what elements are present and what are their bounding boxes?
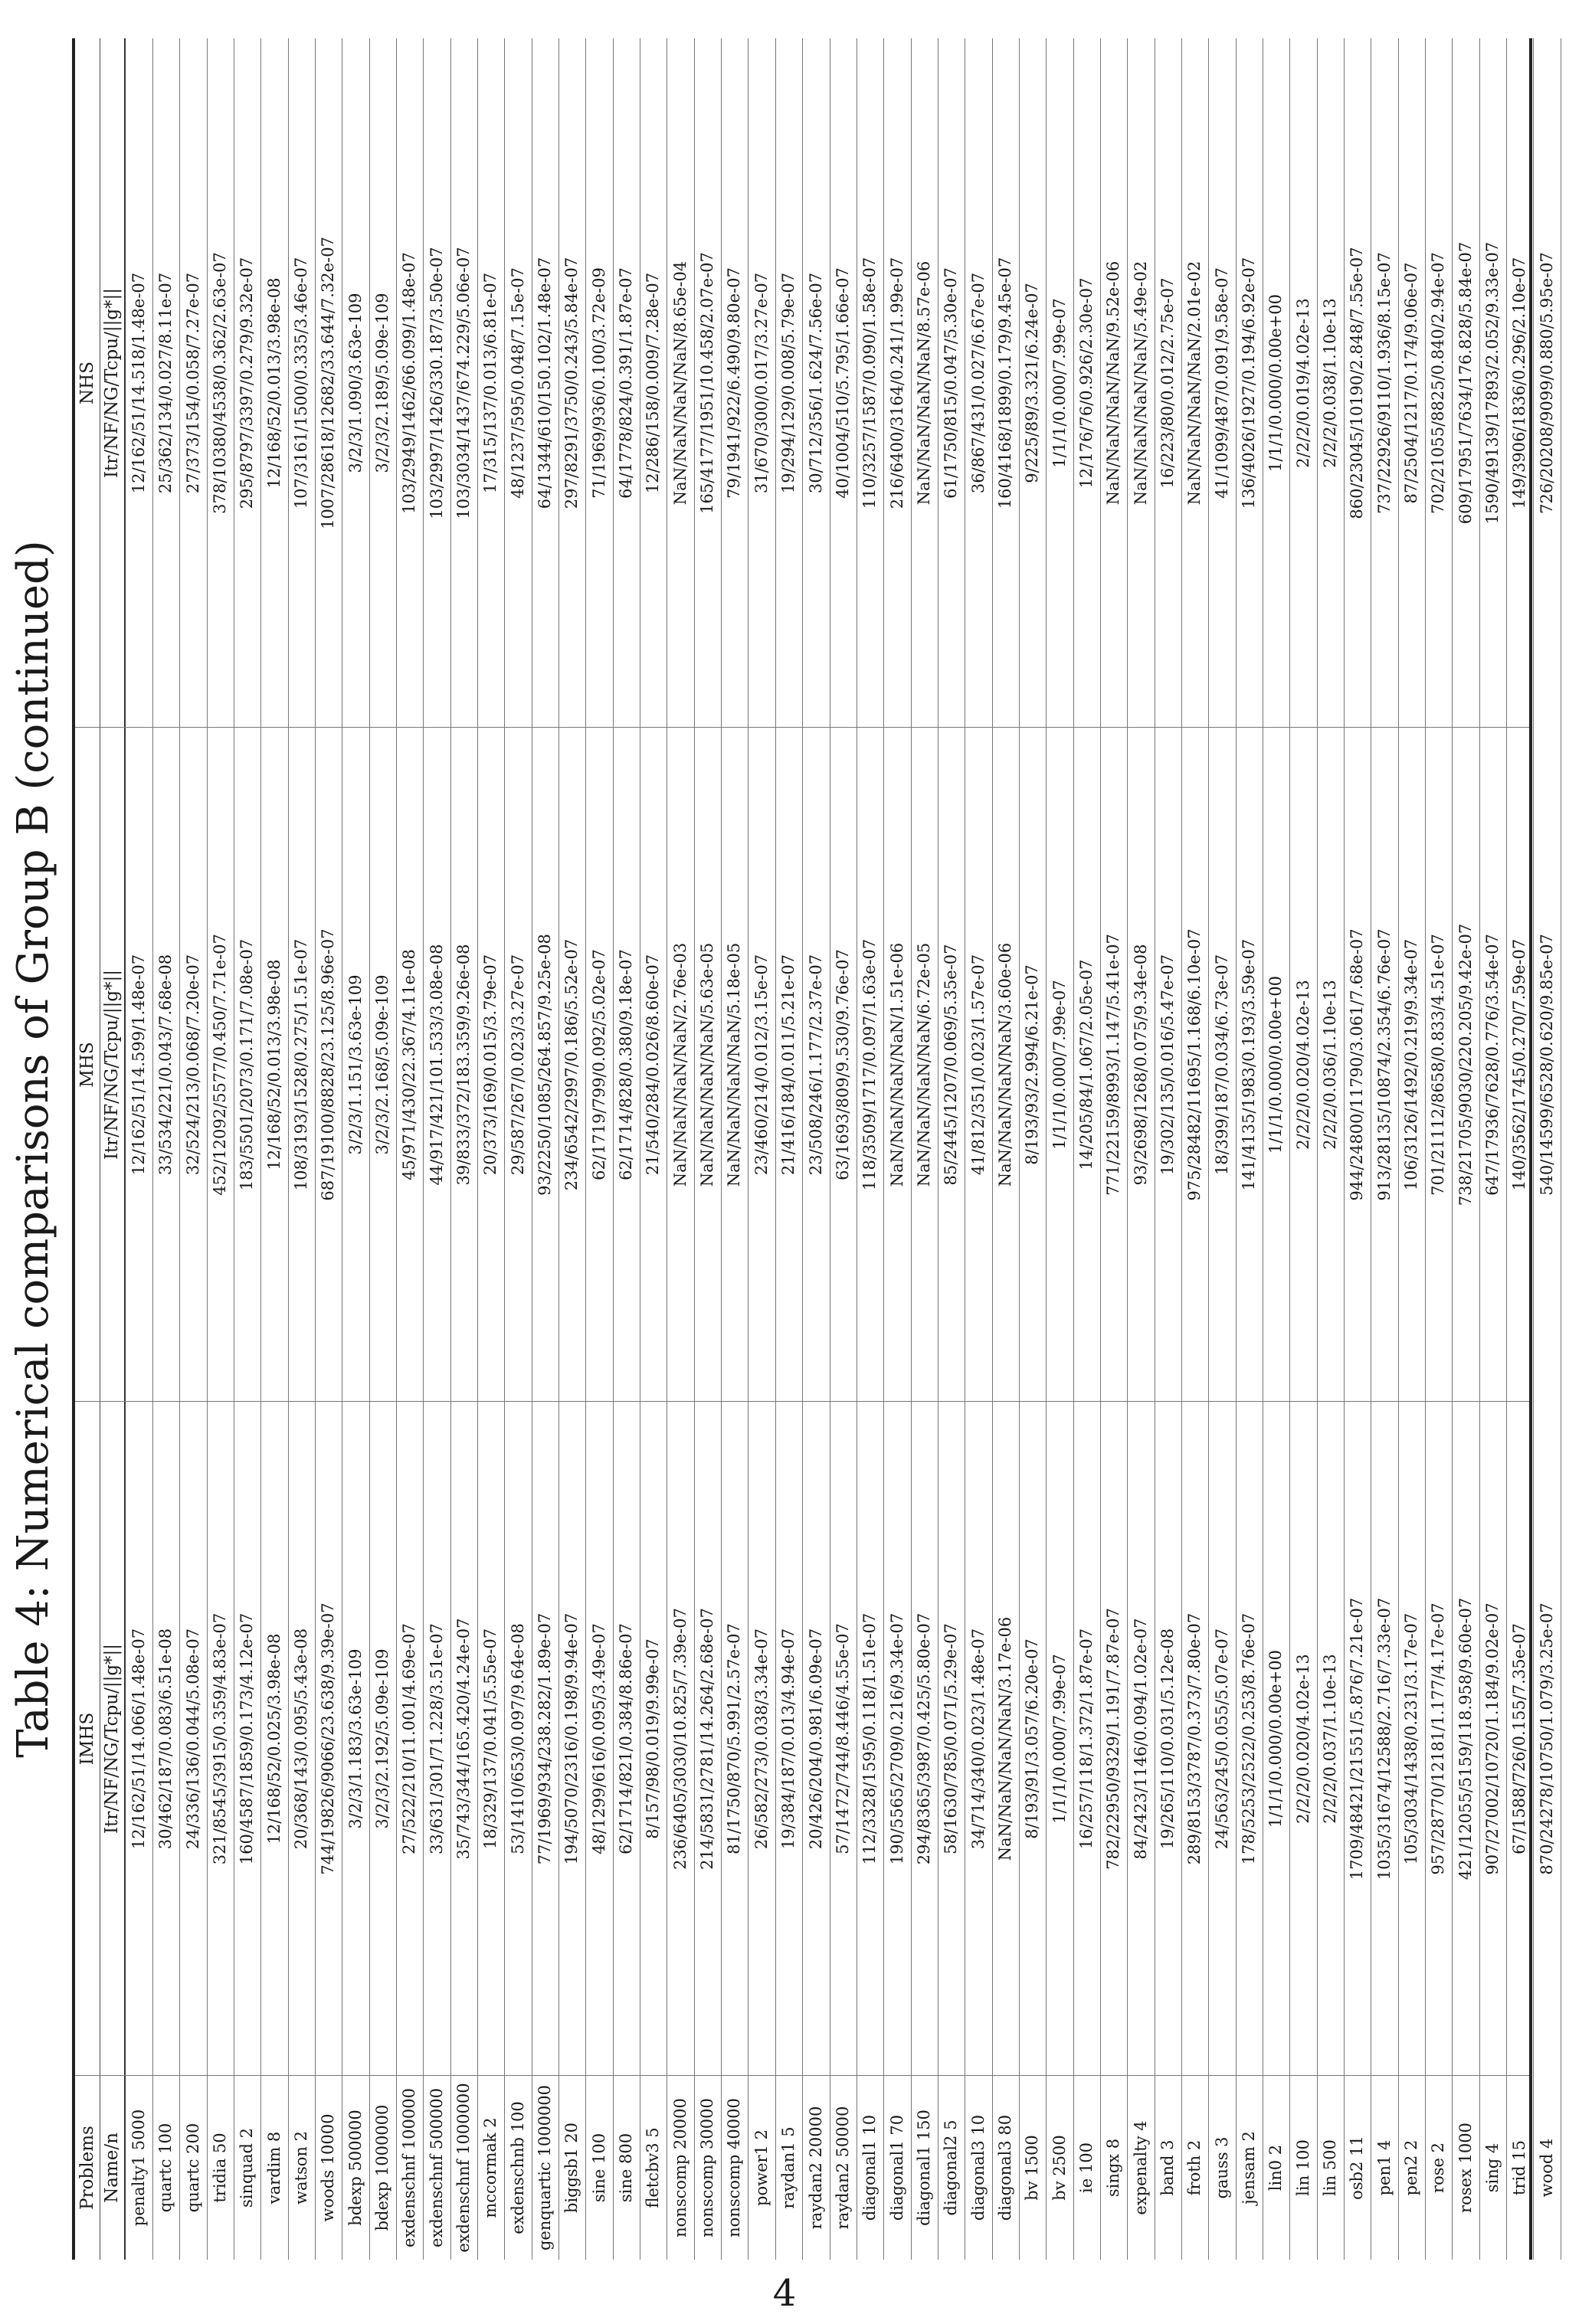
- mhs-result: 2/2/2/0.036/1.10e-13: [1320, 980, 1339, 1150]
- imhs-result: 53/1410/653/0.097/9.64e-08: [508, 1623, 527, 1854]
- imhs-result: 321/8545/3915/0.359/4.83e-07: [211, 1612, 230, 1865]
- column-divider: [75, 2075, 1529, 2076]
- mhs-result: 18/399/187/0.034/6.73e-07: [1212, 954, 1231, 1176]
- imhs-result: 18/329/137/0.041/5.55e-07: [481, 1628, 500, 1850]
- imhs-result: 2/2/2/0.020/4.02e-13: [1293, 1654, 1312, 1824]
- nhs-result: 103/3034/1437/674.229/5.06e-07: [454, 247, 473, 519]
- problem-name: diagonal1 10: [860, 2114, 879, 2221]
- mhs-result: 21/540/284/0.026/8.60e-07: [644, 954, 663, 1176]
- problem-name: biggsb1 20: [562, 2122, 581, 2214]
- table-row: [694, 38, 722, 2260]
- table-row: [234, 38, 261, 2260]
- nhs-result: 1/1/1/0.000/7.99e-07: [1050, 298, 1069, 468]
- mhs-result: 647/17936/7628/0.776/3.54e-07: [1483, 934, 1502, 1196]
- mhs-result: 23/508/246/1.177/2.37e-07: [806, 954, 825, 1176]
- imhs-result: 105/3034/1438/0.231/3.17e-07: [1401, 1612, 1420, 1865]
- column-divider: [75, 1401, 1529, 1402]
- problem-name: quartc 100: [156, 2123, 175, 2213]
- mhs-result: 738/21705/9030/220.205/9.42e-07: [1456, 923, 1475, 1206]
- group-header-row: [75, 38, 100, 2260]
- column-header-row: [100, 38, 124, 2260]
- nhs-result: 19/294/129/0.008/5.79e-07: [779, 272, 798, 494]
- rotated-table-page: [8, 38, 1556, 2260]
- table-row: [992, 38, 1020, 2260]
- table-row: [1181, 38, 1209, 2260]
- table-row: [477, 38, 505, 2260]
- imhs-result: 27/522/210/11.001/4.69e-07: [400, 1623, 419, 1854]
- problem-name: lin 100: [1293, 2139, 1312, 2196]
- mhs-result: 21/416/184/0.011/5.21e-07: [779, 954, 798, 1176]
- group-header-mhs: MHS: [77, 1042, 97, 1088]
- nhs-result: 16/223/80/0.012/2.75e-07: [1158, 277, 1177, 489]
- imhs-result: 870/24278/10750/1.079/3.25e-07: [1537, 1602, 1556, 1875]
- imhs-result: 24/563/245/0.055/5.07e-07: [1212, 1628, 1231, 1850]
- nhs-result: 110/3257/1587/0.090/1.58e-07: [860, 257, 879, 509]
- imhs-result: 112/3328/1595/0.118/1.51e-07: [860, 1612, 879, 1865]
- table-row: [558, 38, 586, 2260]
- problem-name: diagonal1 70: [887, 2114, 906, 2221]
- table-row: [613, 38, 640, 2260]
- mhs-result: 19/302/135/0.016/5.47e-07: [1158, 954, 1177, 1176]
- mhs-result: 62/1714/828/0.380/9.18e-07: [617, 949, 636, 1180]
- imhs-result: 236/6405/3030/10.825/7.39e-07: [670, 1608, 690, 1870]
- problem-name: diagonal3 80: [995, 2114, 1014, 2221]
- imhs-result: 58/1630/785/0.071/5.29e-07: [942, 1623, 961, 1854]
- mhs-result: 44/917/421/101.533/3.08e-08: [427, 944, 446, 1186]
- table-row: [667, 38, 695, 2260]
- results-table: [72, 38, 1556, 2260]
- table-row: [721, 38, 748, 2260]
- nhs-result: 107/3161/1500/0.335/3.46e-07: [292, 257, 311, 509]
- mhs-result: NaN/NaN/NaN/NaN/6.72e-05: [914, 942, 933, 1187]
- nhs-result: 297/8291/3750/0.243/5.84e-07: [562, 257, 581, 509]
- problem-name: trid 15: [1510, 2139, 1529, 2196]
- mhs-result: NaN/NaN/NaN/NaN/2.76e-03: [670, 942, 690, 1187]
- problem-name: raydan1 5: [779, 2126, 798, 2209]
- problem-name: bdexp 1000000: [373, 2104, 392, 2231]
- nhs-result: 103/2949/1462/66.099/1.48e-07: [400, 252, 419, 514]
- mhs-result: 141/4135/1983/0.193/3.59e-07: [1239, 938, 1258, 1191]
- problem-name: diagonal2 5: [942, 2119, 961, 2216]
- column-header-name: Name/n: [102, 2133, 122, 2203]
- mhs-result: 63/1693/809/9.530/9.76e-07: [833, 949, 852, 1180]
- imhs-result: 294/8365/3987/0.425/5.80e-07: [914, 1612, 933, 1865]
- table-row: [1534, 38, 1561, 2260]
- nhs-result: NaN/NaN/NaN/NaN/5.49e-02: [1131, 260, 1150, 506]
- problem-name: froth 2: [1185, 2139, 1204, 2196]
- imhs-result: 19/384/187/0.013/4.94e-07: [779, 1628, 798, 1850]
- problem-name: woods 10000: [319, 2113, 338, 2222]
- nhs-result: 12/286/158/0.009/7.28e-07: [644, 272, 663, 494]
- problem-name: penalty1 5000: [129, 2109, 148, 2227]
- mhs-result: 701/21112/8658/0.833/4.51e-07: [1429, 934, 1448, 1196]
- problem-name: raydan2 50000: [833, 2106, 852, 2230]
- imhs-result: 3/2/3/1.183/3.63e-109: [346, 1648, 365, 1829]
- table-row: [126, 38, 153, 2260]
- nhs-result: NaN/NaN/NaN/NaN/8.65e-04: [670, 260, 690, 506]
- table-row: [775, 38, 803, 2260]
- table-row: [1019, 38, 1047, 2260]
- table-row: [884, 38, 912, 2260]
- imhs-result: 8/193/91/3.057/6.20e-07: [1023, 1638, 1042, 1839]
- mhs-result: 23/460/214/0.012/3.15e-07: [752, 954, 771, 1176]
- imhs-result: 24/336/136/0.044/5.08e-07: [183, 1628, 202, 1850]
- nhs-result: 64/1344/610/150.102/1.48e-07: [536, 257, 555, 509]
- mhs-result: NaN/NaN/NaN/NaN/5.18e-05: [725, 942, 744, 1187]
- nhs-result: 609/17951/7634/176.828/5.84e-07: [1456, 241, 1475, 525]
- imhs-result: 289/8153/3787/0.373/7.80e-07: [1185, 1612, 1204, 1865]
- problem-name: exdenschnf 100000: [400, 2088, 419, 2247]
- imhs-result: 421/12055/5159/118.958/9.60e-07: [1456, 1597, 1475, 1880]
- table-row: [586, 38, 614, 2260]
- problem-name: ie 100: [1076, 2142, 1096, 2193]
- nhs-result: 726/20208/9099/0.880/5.95e-07: [1537, 252, 1556, 514]
- nhs-result: 149/3906/1836/0.296/2.10e-07: [1510, 257, 1529, 509]
- imhs-result: 20/368/143/0.095/5.43e-08: [292, 1628, 311, 1850]
- mhs-result: 1/1/1/0.000/0.00e+00: [1266, 976, 1286, 1154]
- table-row: [1425, 38, 1453, 2260]
- problem-name: diagonal3 10: [968, 2114, 988, 2221]
- mhs-result: 12/168/52/0.013/3.98e-08: [264, 959, 283, 1170]
- imhs-result: 907/27002/10720/1.184/9.02e-07: [1483, 1602, 1502, 1875]
- problem-name: nonscomp 40000: [725, 2098, 744, 2237]
- group-header-nhs: NHS: [77, 362, 97, 404]
- mhs-result: 108/3193/1528/0.275/1.51e-07: [292, 938, 311, 1191]
- table-row: [1506, 38, 1534, 2260]
- problem-name: exdenschnf 1000000: [454, 2083, 473, 2253]
- nhs-result: 61/1750/815/0.047/5.30e-07: [942, 267, 961, 499]
- nhs-result: 2/2/2/0.019/4.02e-13: [1293, 298, 1312, 468]
- mhs-result: 975/28482/11695/1.168/6.10e-07: [1185, 928, 1204, 1201]
- nhs-result: NaN/NaN/NaN/NaN/2.01e-02: [1185, 260, 1204, 506]
- problem-name: fletcbv3 5: [644, 2127, 663, 2208]
- table-row: [396, 38, 424, 2260]
- problem-name: sine 800: [617, 2133, 636, 2203]
- problem-name: jensam 2: [1239, 2131, 1258, 2205]
- nhs-result: 25/362/134/0.027/8.11e-07: [156, 272, 175, 494]
- problem-name: nonscomp 20000: [670, 2098, 690, 2237]
- nhs-result: 3/2/3/1.090/3.63e-109: [346, 293, 365, 473]
- group-header-problems: Problems: [77, 2126, 97, 2210]
- imhs-result: 34/714/340/0.023/1.48e-07: [968, 1628, 988, 1850]
- mhs-result: 540/14599/6528/0.620/9.85e-07: [1537, 934, 1556, 1196]
- mhs-result: 39/833/372/183.359/9.26e-08: [454, 944, 473, 1186]
- group-header-imhs: IMHS: [77, 1712, 97, 1766]
- nhs-result: 71/1969/936/0.100/3.72e-09: [589, 267, 608, 499]
- mhs-result: 14/205/84/1.067/2.05e-07: [1076, 959, 1096, 1170]
- nhs-result: 702/21055/8825/0.840/2.94e-07: [1429, 252, 1448, 514]
- table-row: [1209, 38, 1237, 2260]
- nhs-result: 3/2/3/2.189/5.09e-109: [373, 293, 392, 473]
- mhs-result: 106/3126/1492/0.219/9.34e-07: [1401, 938, 1420, 1191]
- mhs-result: 687/19100/8828/23.125/8.96e-07: [319, 928, 338, 1201]
- mhs-result: 183/5501/2073/0.171/7.08e-07: [237, 938, 257, 1191]
- table-row: [261, 38, 289, 2260]
- imhs-result: 2/2/2/0.037/1.10e-13: [1320, 1654, 1339, 1824]
- problem-name: lin0 2: [1266, 2144, 1286, 2191]
- nhs-result: 295/8797/3397/0.279/9.32e-07: [237, 257, 257, 509]
- nhs-result: 9/225/89/3.321/6.24e-07: [1023, 283, 1042, 483]
- imhs-result: 57/1472/744/8.446/4.55e-07: [833, 1623, 852, 1854]
- nhs-result: 165/4177/1951/10.458/2.07e-07: [698, 252, 717, 514]
- nhs-result: 87/2504/1217/0.174/9.06e-07: [1401, 262, 1420, 504]
- imhs-result: 214/5831/2781/14.264/2.68e-07: [698, 1608, 717, 1870]
- table-row: [424, 38, 451, 2260]
- nhs-result: 17/315/137/0.013/6.81e-07: [481, 272, 500, 494]
- mhs-result: 45/971/430/22.367/4.11e-08: [400, 949, 419, 1180]
- imhs-result: 67/1588/726/0.155/7.35e-07: [1510, 1623, 1529, 1854]
- nhs-result: 216/6400/3164/0.241/1.99e-07: [887, 257, 906, 509]
- imhs-result: 30/462/187/0.083/6.51e-08: [156, 1628, 175, 1850]
- mhs-result: 93/2698/1268/0.075/9.34e-08: [1131, 944, 1150, 1186]
- table-row: [1263, 38, 1290, 2260]
- nhs-result: 12/168/52/0.013/3.98e-08: [264, 277, 283, 489]
- mhs-result: 41/812/351/0.023/1.57e-07: [968, 954, 988, 1176]
- table-row: [1047, 38, 1074, 2260]
- table-row: [342, 38, 370, 2260]
- problem-name: power1 2: [752, 2129, 771, 2206]
- table-row: [1236, 38, 1263, 2260]
- mhs-result: 62/1719/799/0.092/5.02e-07: [589, 949, 608, 1180]
- imhs-result: 744/19826/9066/23.638/9.39e-07: [319, 1602, 338, 1875]
- problem-name: sing 4: [1483, 2142, 1502, 2193]
- mhs-result: 944/24800/11790/3.061/7.68e-07: [1348, 928, 1367, 1201]
- problem-name: sinquad 2: [237, 2128, 257, 2208]
- mhs-result: 33/534/221/0.043/7.68e-08: [156, 954, 175, 1176]
- problem-name: bdexp 500000: [346, 2110, 365, 2226]
- mhs-result: 32/524/213/0.068/7.20e-07: [183, 954, 202, 1176]
- nhs-result: 1590/49139/17893/2.052/9.33e-07: [1483, 241, 1502, 525]
- mhs-result: 3/2/3/2.168/5.09e-109: [373, 974, 392, 1155]
- problem-name: bv 1500: [1023, 2135, 1042, 2201]
- nhs-result: 36/867/431/0.027/6.67e-07: [968, 272, 988, 494]
- mhs-result: 85/2445/1207/0.069/5.35e-07: [942, 944, 961, 1186]
- mhs-result: 118/3509/1717/0.097/1.63e-07: [860, 938, 879, 1191]
- column-header-mhs-stats: Itr/NF/NG/Tcpu/||g*||: [102, 969, 122, 1160]
- problem-name: band 3: [1158, 2139, 1177, 2196]
- imhs-result: 1/1/1/0.000/0.00e+00: [1266, 1650, 1286, 1828]
- table-row: [1290, 38, 1318, 2260]
- nhs-result: 79/1941/922/6.490/9.80e-07: [725, 267, 744, 499]
- nhs-result: 48/1237/595/0.048/7.15e-07: [508, 267, 527, 499]
- imhs-result: 782/22950/9329/1.191/7.87e-07: [1104, 1608, 1123, 1870]
- imhs-result: NaN/NaN/NaN/NaN/3.17e-06: [995, 1616, 1014, 1861]
- problem-name: sine 100: [589, 2133, 608, 2203]
- imhs-result: 1709/48421/21551/5.876/7.21e-07: [1348, 1597, 1367, 1880]
- nhs-result: 41/1099/487/0.091/9.58e-07: [1212, 267, 1231, 499]
- mhs-result: 20/373/169/0.015/3.79e-07: [481, 954, 500, 1176]
- nhs-result: 103/2997/1426/330.187/3.50e-07: [427, 247, 446, 519]
- problem-name: rose 2: [1429, 2142, 1448, 2193]
- table-row: [1344, 38, 1371, 2260]
- nhs-result: 2/2/2/0.038/1.10e-13: [1320, 298, 1339, 468]
- imhs-result: 33/631/301/71.228/3.51e-07: [427, 1623, 446, 1854]
- table-row: [1100, 38, 1128, 2260]
- imhs-result: 16/257/118/1.372/1.87e-07: [1076, 1628, 1096, 1850]
- table-row: [938, 38, 965, 2260]
- problem-name: expenalty 4: [1131, 2120, 1150, 2215]
- nhs-result: 860/23045/10190/2.848/7.55e-07: [1348, 247, 1367, 519]
- table-row: [1398, 38, 1426, 2260]
- table-row: [640, 38, 667, 2260]
- mhs-result: 140/3562/1745/0.270/7.59e-07: [1510, 938, 1529, 1191]
- problem-name: watson 2: [292, 2131, 311, 2205]
- table-caption: Table 4: Numerical comparisons of Group B (continued): [8, 540, 58, 1758]
- problem-name: singx 8: [1104, 2138, 1123, 2198]
- mhs-result: NaN/NaN/NaN/NaN/1.51e-06: [887, 942, 906, 1187]
- table-row: [288, 38, 316, 2260]
- page-number: 4: [772, 2272, 797, 2315]
- imhs-result: 957/28770/12181/1.177/4.17e-07: [1429, 1602, 1448, 1875]
- column-divider: [75, 727, 1529, 728]
- problem-name: osb2 11: [1348, 2136, 1367, 2200]
- mhs-result: 93/2250/1085/264.857/9.25e-08: [536, 934, 555, 1196]
- table-row: [803, 38, 830, 2260]
- imhs-result: 12/162/51/14.066/1.48e-07: [129, 1628, 148, 1850]
- nhs-result: 40/1004/510/5.795/1.66e-07: [833, 267, 852, 499]
- problem-name: exdenschnf 500000: [427, 2088, 446, 2247]
- nhs-result: 12/176/76/0.926/2.30e-07: [1076, 277, 1096, 489]
- mhs-result: 3/2/3/1.151/3.63e-109: [346, 974, 365, 1155]
- imhs-result: 20/426/204/0.981/6.09e-07: [806, 1628, 825, 1850]
- mhs-result: 913/28135/10874/2.354/6.76e-07: [1374, 928, 1394, 1201]
- table-row: [180, 38, 208, 2260]
- nhs-result: 64/1778/824/0.391/1.87e-07: [617, 267, 636, 499]
- table-row: [369, 38, 397, 2260]
- problem-name: bv 2500: [1050, 2135, 1069, 2201]
- nhs-result: 737/22926/9110/1.936/8.15e-07: [1374, 252, 1394, 514]
- table-row: [1479, 38, 1507, 2260]
- table-row: [748, 38, 776, 2260]
- nhs-result: NaN/NaN/NaN/NaN/9.52e-06: [1104, 260, 1123, 506]
- imhs-result: 194/5070/2316/0.198/9.94e-07: [562, 1612, 581, 1865]
- mhs-result: 12/162/51/14.599/1.48e-07: [129, 954, 148, 1176]
- nhs-result: NaN/NaN/NaN/NaN/8.57e-06: [914, 260, 933, 506]
- nhs-result: 160/4168/1899/0.179/9.45e-07: [995, 257, 1014, 509]
- mhs-result: NaN/NaN/NaN/NaN/3.60e-06: [995, 942, 1014, 1187]
- mhs-result: 234/6542/2997/0.186/5.52e-07: [562, 938, 581, 1191]
- problem-name: pen2 2: [1401, 2139, 1420, 2196]
- table-row: [1317, 38, 1345, 2260]
- mhs-result: 452/12092/5577/0.450/7.71e-07: [211, 934, 230, 1196]
- problem-name: lin 500: [1320, 2139, 1339, 2196]
- mhs-result: 8/193/93/2.994/6.21e-07: [1023, 964, 1042, 1165]
- problem-name: nonscomp 30000: [698, 2098, 717, 2237]
- table-row: [450, 38, 478, 2260]
- mhs-result: 1/1/1/0.000/7.99e-07: [1050, 980, 1069, 1150]
- table-row: [1453, 38, 1480, 2260]
- imhs-result: 81/1750/870/5.991/2.57e-07: [725, 1623, 744, 1854]
- problem-name: genquartic 1000000: [536, 2084, 555, 2251]
- table-row: [965, 38, 993, 2260]
- imhs-result: 190/5565/2709/0.216/9.34e-07: [887, 1612, 906, 1865]
- imhs-result: 19/265/110/0.031/5.12e-08: [1158, 1628, 1177, 1850]
- table-row: [207, 38, 234, 2260]
- table-row: [1371, 38, 1399, 2260]
- column-header-nhs-stats: Itr/NF/NG/Tcpu/||g*||: [102, 287, 122, 479]
- imhs-result: 160/4587/1859/0.173/4.12e-07: [237, 1612, 257, 1865]
- nhs-result: 1007/28618/12682/33.644/7.32e-07: [319, 237, 338, 529]
- problem-name: diagonal1 150: [914, 2110, 933, 2226]
- column-header-imhs-stats: Itr/NF/NG/Tcpu/||g*||: [102, 1643, 122, 1835]
- table-row: [1155, 38, 1182, 2260]
- problem-name: gauss 3: [1212, 2136, 1231, 2199]
- problem-name: raydan2 20000: [806, 2106, 825, 2230]
- problem-name: rosex 1000: [1456, 2123, 1475, 2213]
- nhs-result: 27/373/154/0.058/7.27e-07: [183, 272, 202, 494]
- imhs-result: 1035/31674/12588/2.716/7.33e-07: [1374, 1597, 1394, 1880]
- problem-name: vardim 8: [264, 2131, 283, 2205]
- mhs-result: 2/2/2/0.020/4.02e-13: [1293, 980, 1312, 1150]
- table-row: [315, 38, 342, 2260]
- table-row: [532, 38, 559, 2260]
- imhs-result: 26/582/273/0.038/3.34e-07: [752, 1628, 771, 1850]
- table-row: [1128, 38, 1155, 2260]
- imhs-result: 3/2/3/2.192/5.09e-109: [373, 1648, 392, 1829]
- imhs-result: 1/1/1/0.000/7.99e-07: [1050, 1654, 1069, 1824]
- nhs-result: 1/1/1/0.000/0.00e+00: [1266, 294, 1286, 473]
- imhs-result: 178/5253/2522/0.253/8.76e-07: [1239, 1612, 1258, 1865]
- imhs-result: 77/1969/934/238.282/1.89e-07: [536, 1612, 555, 1865]
- problem-name: wood 4: [1537, 2138, 1556, 2198]
- mhs-result: 771/22159/8993/1.147/5.41e-07: [1104, 934, 1123, 1196]
- problem-name: quartc 200: [183, 2123, 202, 2213]
- mhs-result: NaN/NaN/NaN/NaN/5.63e-05: [698, 942, 717, 1187]
- problem-name: tridia 50: [211, 2133, 230, 2203]
- table-row: [830, 38, 857, 2260]
- imhs-result: 84/2423/1146/0.094/1.02e-07: [1131, 1618, 1150, 1860]
- nhs-result: 12/162/51/14.518/1.48e-07: [129, 272, 148, 494]
- imhs-result: 8/157/98/0.019/9.99e-07: [644, 1638, 663, 1839]
- table-row: [911, 38, 938, 2260]
- imhs-result: 12/168/52/0.025/3.98e-08: [264, 1633, 283, 1844]
- table-row: [1073, 38, 1101, 2260]
- imhs-result: 35/743/344/165.420/4.24e-07: [454, 1618, 473, 1860]
- nhs-result: 136/4026/1927/0.194/6.92e-07: [1239, 257, 1258, 509]
- nhs-result: 378/10380/4538/0.362/2.63e-07: [211, 252, 230, 514]
- nhs-result: 30/712/356/1.624/7.56e-07: [806, 272, 825, 494]
- problem-name: pen1 4: [1374, 2139, 1394, 2196]
- imhs-result: 62/1714/821/0.384/8.86e-07: [617, 1623, 636, 1854]
- mhs-result: 29/587/267/0.023/3.27e-07: [508, 954, 527, 1176]
- nhs-result: 31/670/300/0.017/3.27e-07: [752, 272, 771, 494]
- table-row: [857, 38, 884, 2260]
- imhs-result: 48/1299/616/0.095/3.49e-07: [589, 1623, 608, 1854]
- problem-name: mccormak 2: [481, 2117, 500, 2218]
- problem-name: exdenschnb 100: [508, 2101, 527, 2234]
- table-row: [505, 38, 532, 2260]
- table-row: [152, 38, 180, 2260]
